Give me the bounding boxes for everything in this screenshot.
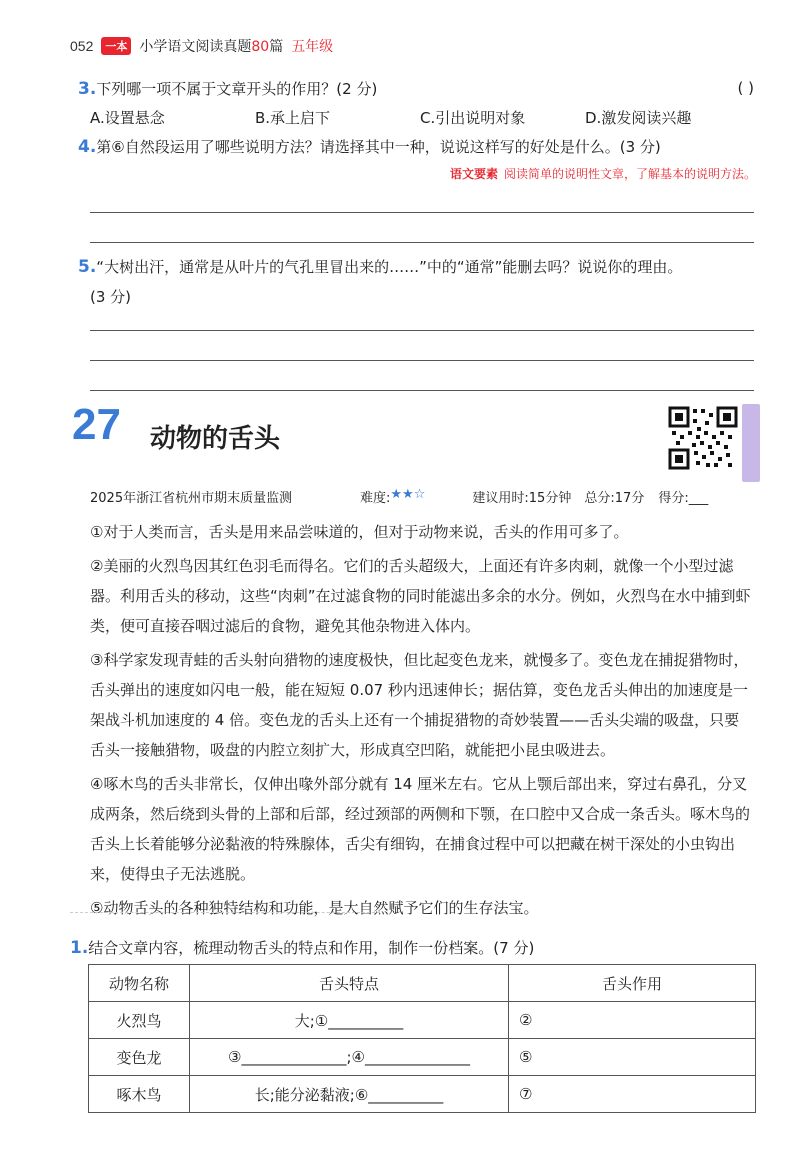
brand-logo: 一本 xyxy=(101,37,131,55)
answer-line[interactable] xyxy=(90,242,754,243)
answer-line[interactable] xyxy=(90,330,754,331)
answer-paren[interactable]: ( ) xyxy=(737,79,754,97)
series-name: 小学语文阅读真题 xyxy=(139,39,252,55)
table-row xyxy=(89,1002,756,1039)
article-body xyxy=(90,517,754,927)
article-number: 27 xyxy=(72,400,121,449)
question-number: 1. xyxy=(70,938,89,958)
paragraph: ④啄木鸟的舌头非常长，仅伸出喙外部分就有 14 厘米左右。它从上颚后部出来，穿过右鼻孔，分叉成两条，然后绕到头骨的上部和后部，经过颈部的两侧和下颚，在口腔中又合成一条舌头。啄木鸟的舌头上长着能够分泌黏液的特殊腺体，舌尖有细钩，在捕食过程中可以把藏在树干深处的小虫钩出来，使得虫子无法逃脱。 xyxy=(90,775,751,883)
answer-line[interactable] xyxy=(90,360,754,361)
option-d[interactable]: D.激发阅读兴趣 xyxy=(585,109,692,127)
question-1 xyxy=(70,937,534,959)
source-label: 2025年浙江省杭州市期末质量监测 xyxy=(90,491,293,506)
animal-name: 火烈鸟 xyxy=(89,1002,190,1039)
animal-name: 啄木鸟 xyxy=(89,1076,190,1113)
divider xyxy=(70,912,380,913)
question-text: 结合文章内容，梳理动物舌头的特点和作用，制作一份档案。(7 分) xyxy=(88,939,535,957)
paragraph: ⑤动物舌头的各种独特结构和功能，是大自然赋予它们的生存法宝。 xyxy=(90,899,539,917)
article-title: 动物的舌头 xyxy=(150,424,281,454)
time-label: 建议用时:15分钟 xyxy=(472,491,572,506)
grade-label: 五年级 xyxy=(291,39,334,55)
question-number: 5. xyxy=(78,257,97,277)
table-header-row xyxy=(89,965,756,1002)
series-title xyxy=(139,36,283,56)
tongue-function[interactable]: ⑤ xyxy=(509,1039,756,1076)
answer-line[interactable] xyxy=(90,212,754,213)
question-5 xyxy=(78,256,682,278)
tongue-feature[interactable]: 大;①__________ xyxy=(190,1002,509,1039)
animal-name: 变色龙 xyxy=(89,1039,190,1076)
question-number: 3. xyxy=(78,79,97,99)
paragraph: ②美丽的火烈鸟因其红色羽毛而得名。它们的舌头超级大，上面还有许多肉刺，就像一个小型过滤器。利用舌头的移动，这些“肉刺”在过滤食物的同时能滤出多余的水分。例如，火烈鸟在水中捕到虾类，便可直接吞咽过滤后的食物，避免其他杂物进入体内。 xyxy=(90,557,751,635)
question-4 xyxy=(78,136,661,158)
question-text: 下列哪一项不属于文章开头的作用？(2 分) xyxy=(96,80,378,98)
side-tab xyxy=(742,404,760,482)
page-header xyxy=(70,36,333,56)
column-header: 舌头特点 xyxy=(190,965,509,1002)
table-row xyxy=(89,1039,756,1076)
tongue-function[interactable]: ⑦ xyxy=(509,1076,756,1113)
answer-line[interactable] xyxy=(90,390,754,391)
tag-text: 阅读简单的说明性文章，了解基本的说明方法。 xyxy=(503,167,756,181)
literacy-tag xyxy=(450,165,756,182)
difficulty-label: 难度: xyxy=(360,491,391,506)
qr-code-icon[interactable] xyxy=(668,406,738,470)
tag-label: 语文要素 xyxy=(449,167,498,181)
tongue-function[interactable]: ② xyxy=(509,1002,756,1039)
question-5-score: (3 分) xyxy=(90,288,132,306)
question-text: 第⑥自然段运用了哪些说明方法？请选择其中一种，说说这样写的好处是什么。(3 分) xyxy=(96,138,661,156)
page-number: 052 xyxy=(70,38,94,54)
paragraph: ③科学家发现青蛙的舌头射向猎物的速度极快，但比起变色龙来，就慢多了。变色龙在捕捉猎物时，舌头弹出的速度如闪电一般，能在短短 0.07 秒内迅速伸长；据估算，变色龙舌头伸出的加速度是一架战斗机加速度的 4 倍。变色龙的舌头上还有一个捕捉猎物的奇妙装置——舌头尖端的吸盘，只要舌头一接触猎物，吸盘的内腔立刻扩大，形成真空凹陷，就能把小昆虫吸进去。 xyxy=(90,651,749,759)
column-header: 舌头作用 xyxy=(509,965,756,1002)
column-header: 动物名称 xyxy=(89,965,190,1002)
score-label: 得分:___ xyxy=(658,491,709,506)
difficulty-stars: ★★☆ xyxy=(390,487,426,502)
table-row xyxy=(89,1076,756,1113)
option-b[interactable]: B.承上启下 xyxy=(255,109,331,127)
article-meta xyxy=(90,487,708,506)
option-c[interactable]: C.引出说明对象 xyxy=(420,109,526,127)
question-3 xyxy=(78,78,377,100)
series-unit: 篇 xyxy=(269,39,284,55)
animal-tongue-table xyxy=(88,964,756,1113)
series-count: 80 xyxy=(251,39,270,55)
q3-options xyxy=(90,107,750,128)
tongue-feature[interactable]: 长;能分泌黏液;⑥__________ xyxy=(190,1076,509,1113)
question-number: 4. xyxy=(78,137,97,157)
option-a[interactable]: A.设置悬念 xyxy=(90,109,165,127)
total-label: 总分:17分 xyxy=(584,491,645,506)
paragraph: ①对于人类而言，舌头是用来品尝味道的，但对于动物来说，舌头的作用可多了。 xyxy=(90,523,629,541)
question-text: “大树出汗，通常是从叶片的气孔里冒出来的……”中的“通常”能删去吗？说说你的理由。 xyxy=(96,258,683,276)
tongue-feature[interactable]: ③______________;④______________ xyxy=(190,1039,509,1076)
